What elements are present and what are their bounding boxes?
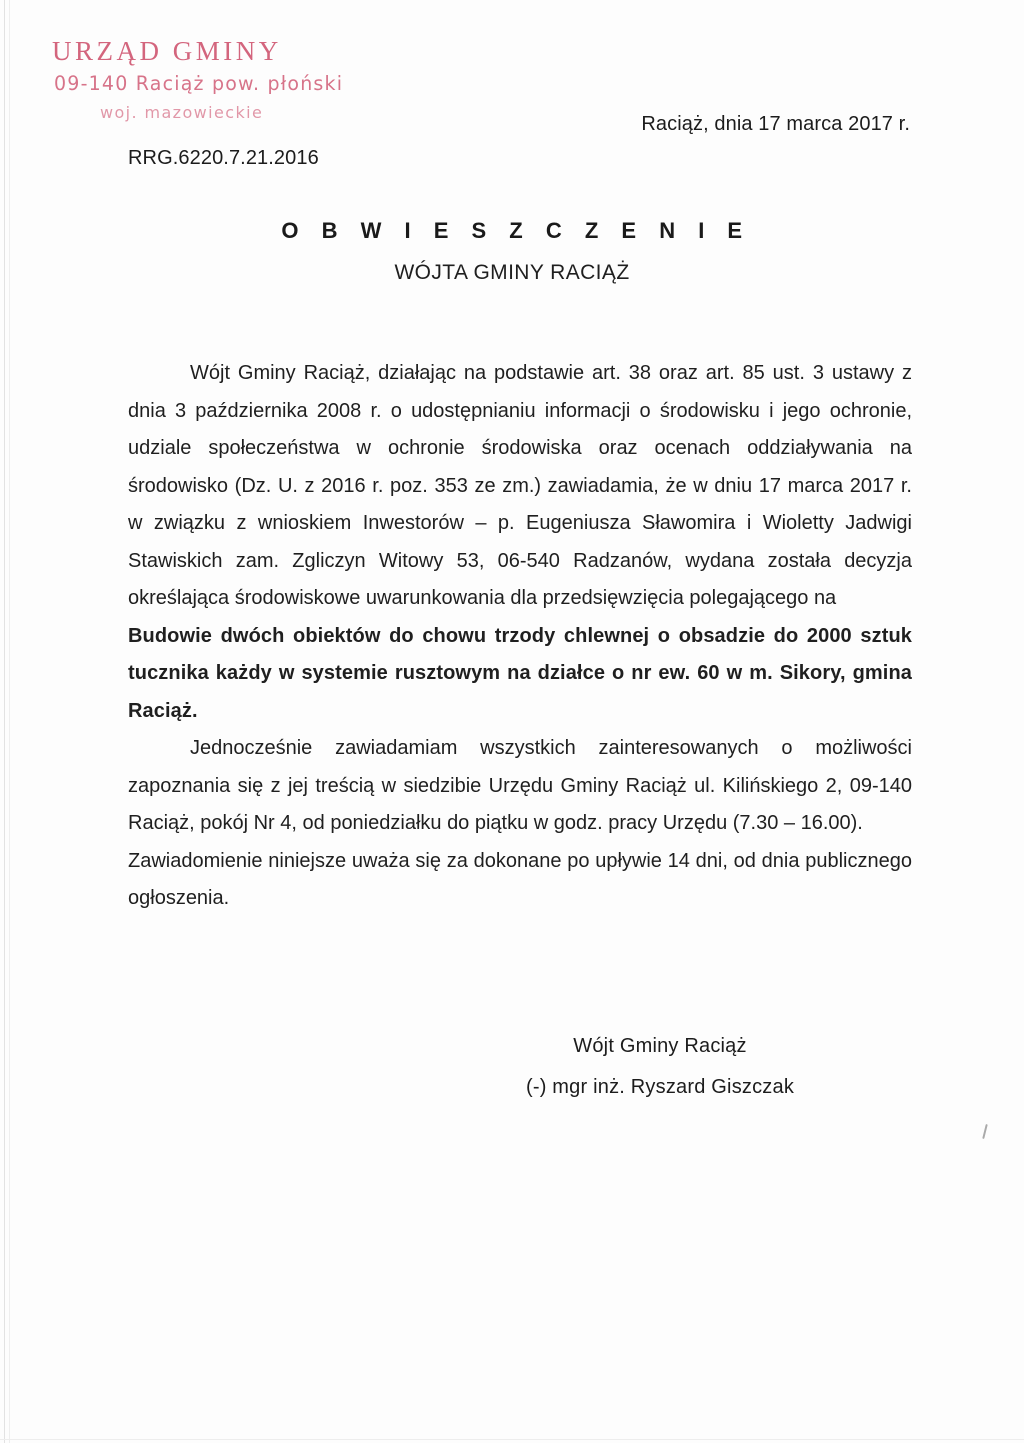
paragraph-project-description: Budowie dwóch obiektów do chowu trzody chlewnej o obsadzie do 2000 sztuk tucznika każdy w systemie rusztowym na działce o nr ew. 60 w m. Sikory, gmina Raciąż. — [128, 624, 912, 722]
stamp-office-name: URZĄD GMINY — [52, 36, 282, 66]
scan-edge-artifact-bottom — [0, 1439, 1024, 1440]
document-date: Raciąż, dnia 17 marca 2017 r. — [641, 113, 910, 135]
signature-title: Wójt Gminy Raciąż — [573, 1035, 747, 1057]
stamp-voivodeship: woj. mazowieckie — [100, 103, 264, 122]
reference-number: RRG.6220.7.21.2016 — [128, 147, 319, 169]
paragraph-intro: Wójt Gminy Raciąż, działając na podstawie art. 38 oraz art. 85 ust. 3 ustawy z dnia 3 października 2008 r. o udostępnianiu informacji o środowisku i jego ochronie, udziale społeczeństwa w ochronie środowiska oraz ocenach oddziaływania na środowisko (Dz. U. z 2016 r. poz. 353 ze zm.) zawiadamia, że w dniu 17 marca 2017 r. w związku z wnioskiem Inwestorów – p. Eugeniusza Sławomira i Wioletty Jadwigi Stawiskich zam. Zgliczyn Witowy 53, 06-540 Radzanów, wydana została decyzja określająca środowiskowe uwarunkowania dla przedsięwzięcia polegającego na — [128, 362, 912, 609]
page-title: O B W I E S Z C Z E N I E — [281, 218, 751, 243]
signature-block — [430, 1035, 890, 1099]
stray-pen-mark-icon — [982, 1124, 988, 1139]
paragraph-delivery-notice: Zawiadomienie niniejsze uważa się za dokonane po upływie 14 dni, od dnia publicznego ogłoszenia. — [128, 849, 912, 909]
title-block — [0, 218, 1024, 285]
document-body — [128, 355, 912, 918]
page-subtitle: WÓJTA GMINY RACIĄŻ — [394, 261, 630, 284]
scan-edge-artifact-left — [4, 0, 5, 1443]
scan-edge-artifact-left-secondary — [9, 0, 10, 1443]
stamp-address: 09-140 Raciąż pow. płoński — [54, 72, 344, 96]
office-stamp — [52, 38, 412, 122]
stray-ink-dot-icon — [906, 1164, 911, 1169]
paragraph-inspection-notice: Jednocześnie zawiadamiam wszystkich zainteresowanych o możliwości zapoznania się z jej treścią w siedzibie Urzędu Gminy Raciąż ul. Kilińskiego 2, 09-140 Raciąż, pokój Nr 4, od poniedziałku do piątku w godz. pracy Urzędu (7.30 – 16.00). — [128, 737, 912, 834]
signature-name: (-) mgr inż. Ryszard Giszczak — [525, 1076, 795, 1098]
